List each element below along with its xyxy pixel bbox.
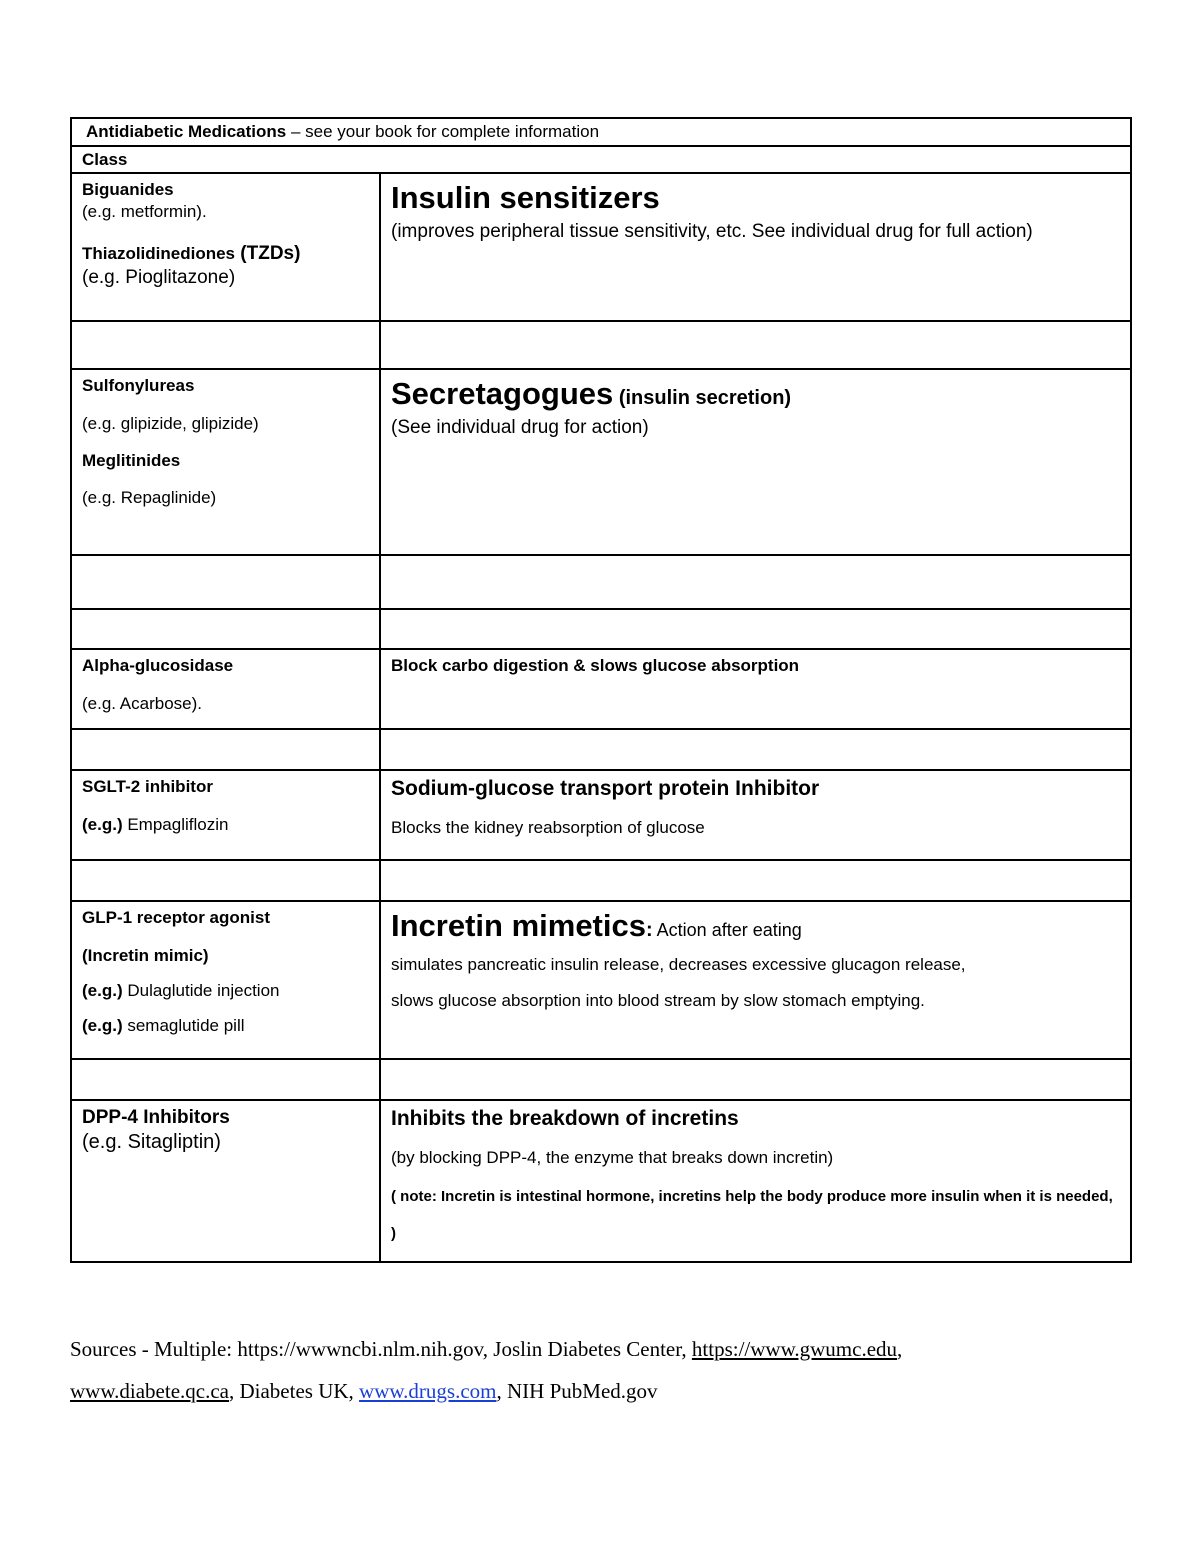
example-drug: semaglutide pill <box>122 1016 245 1035</box>
class-example: (e.g. Sitagliptin) <box>82 1131 221 1153</box>
empty-row <box>71 609 1131 649</box>
class-abbr: (TZDs) <box>235 242 301 264</box>
empty-cell <box>380 1059 1131 1100</box>
class-example: (e.g. Pioglitazone) <box>82 266 236 288</box>
table-row <box>71 901 1131 1059</box>
class-name: Sulfonylureas <box>82 376 195 396</box>
empty-cell <box>380 860 1131 901</box>
action-heading-note: Action after eating <box>652 920 802 941</box>
class-header: Class <box>82 150 128 169</box>
empty-cell <box>380 321 1131 369</box>
empty-cell <box>380 729 1131 770</box>
action-heading: Incretin mimetics <box>391 908 646 944</box>
action-description: simulates pancreatic insulin release, decreases excessive glucagon release, <box>391 955 966 975</box>
empty-cell <box>380 609 1131 649</box>
table-row <box>71 173 1131 321</box>
source-link-gwumc[interactable]: https://www.gwumc.edu <box>691 1337 898 1361</box>
table-title: Antidiabetic Medications <box>86 122 287 141</box>
source-link-diabete[interactable]: www.diabete.qc.ca <box>70 1379 229 1403</box>
class-example: (e.g. glipizide, glipizide) <box>82 413 259 433</box>
class-header-row <box>71 146 1131 173</box>
class-name: DPP-4 Inhibitors <box>82 1107 230 1129</box>
example-drug: Empagliflozin <box>122 814 229 834</box>
empty-cell <box>71 1059 380 1100</box>
example-prefix: (e.g.) <box>82 1016 123 1035</box>
example-drug: Dulaglutide injection <box>122 980 280 1000</box>
action-heading-line <box>391 907 1120 944</box>
table-title-rest: – see your book for complete information <box>286 122 600 141</box>
class-name: Thiazolidinediones <box>82 243 236 263</box>
table-title-row <box>71 118 1131 146</box>
empty-row <box>71 860 1131 901</box>
class-cell <box>71 1100 380 1262</box>
action-description: (See individual drug for action) <box>391 417 649 439</box>
empty-row <box>71 555 1131 609</box>
empty-cell <box>71 321 380 369</box>
class-subtitle: (Incretin mimic) <box>82 945 209 965</box>
action-cell <box>380 369 1131 555</box>
class-name: Biguanides <box>82 180 174 200</box>
empty-row <box>71 729 1131 770</box>
table-row <box>71 1100 1131 1262</box>
sources-prefix: Sources - Multiple: https://wwwncbi.nlm.nih.gov, Joslin Diabetes Center, <box>70 1337 692 1361</box>
class-example: (e.g. Repaglinide) <box>82 488 217 507</box>
class-name: GLP-1 receptor agonist <box>82 908 270 928</box>
class-name: Alpha-glucosidase <box>82 656 234 676</box>
action-cell <box>380 770 1131 860</box>
sources-note <box>70 1328 1150 1412</box>
class-name: SGLT-2 inhibitor <box>82 777 213 797</box>
action-description: slows glucose absorption into blood stream by slow stomach emptying. <box>391 990 925 1010</box>
action-description: Blocks the kidney reabsorption of glucose <box>391 817 705 837</box>
sources-suffix: , NIH PubMed.gov <box>496 1379 658 1403</box>
class-cell <box>71 649 380 729</box>
example-prefix: (e.g.) <box>82 980 123 1000</box>
action-heading: Sodium-glucose transport protein Inhibitor <box>391 777 820 801</box>
action-note: ( note: Incretin is intestinal hormone, incretins help the body produce more insulin when it is needed, ) <box>391 1187 1113 1242</box>
action-heading: Insulin sensitizers <box>391 180 660 216</box>
class-example-line <box>82 1015 369 1036</box>
action-heading: Secretagogues <box>391 376 614 412</box>
class-example-line <box>82 814 369 835</box>
table-row <box>71 770 1131 860</box>
class-cell <box>71 770 380 860</box>
action-cell <box>380 901 1131 1059</box>
action-cell <box>380 649 1131 729</box>
action-cell <box>380 173 1131 321</box>
sources-separator: , <box>897 1337 903 1361</box>
action-description: (by blocking DPP-4, the enzyme that breaks down incretin) <box>391 1147 834 1167</box>
empty-cell <box>71 860 380 901</box>
action-description: (improves peripheral tissue sensitivity, etc. See individual drug for full action) <box>391 221 1033 243</box>
empty-cell <box>71 555 380 609</box>
action-heading: Inhibits the breakdown of incretins <box>391 1107 739 1131</box>
example-prefix: (e.g.) <box>82 814 123 834</box>
action-heading: Block carbo digestion & slows glucose absorption <box>391 656 800 676</box>
class-header-cell <box>71 146 1131 173</box>
class-name: Meglitinides <box>82 450 181 470</box>
table-title-cell <box>71 118 1131 146</box>
class-cell <box>71 173 380 321</box>
sources-middle: , Diabetes UK, <box>228 1379 360 1403</box>
empty-row <box>71 1059 1131 1100</box>
action-heading-colon: : <box>645 919 653 942</box>
class-example: (e.g. Acarbose). <box>82 693 203 713</box>
empty-cell <box>380 555 1131 609</box>
class-example: (e.g. metformin). <box>82 201 207 221</box>
action-heading-line <box>391 375 1120 412</box>
empty-cell <box>71 729 380 770</box>
class-example-line <box>82 980 369 1001</box>
source-link-drugs[interactable]: www.drugs.com <box>359 1379 497 1403</box>
class-cell <box>71 369 380 555</box>
medications-table <box>70 117 1132 1263</box>
class-name-line <box>82 242 369 266</box>
empty-row <box>71 321 1131 369</box>
empty-cell <box>71 609 380 649</box>
action-heading-note: (insulin secretion) <box>613 387 792 410</box>
class-cell <box>71 901 380 1059</box>
table-row <box>71 649 1131 729</box>
table-row <box>71 369 1131 555</box>
action-cell <box>380 1100 1131 1262</box>
